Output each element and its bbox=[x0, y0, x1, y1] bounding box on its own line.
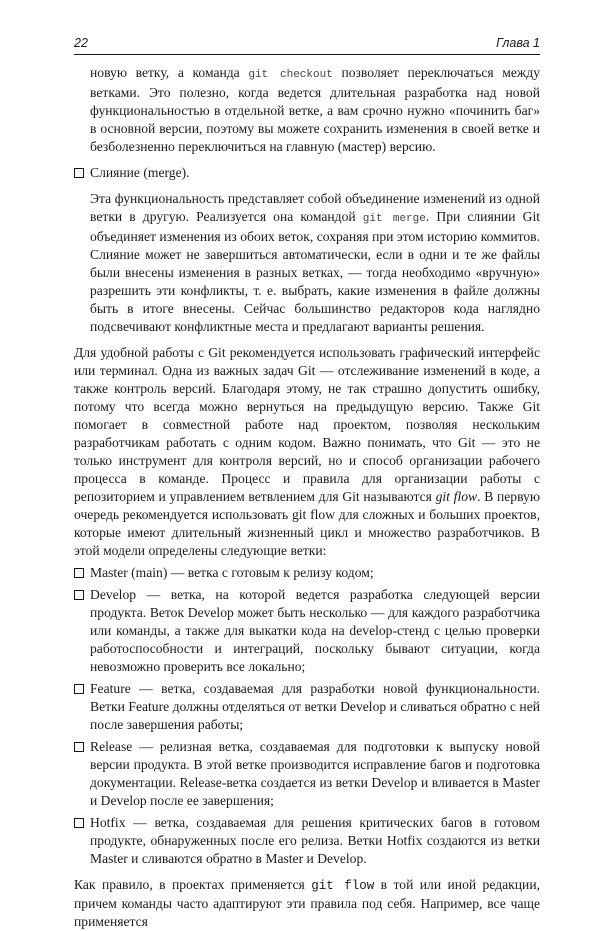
text-run: Как правило, в проектах применяется bbox=[74, 877, 312, 892]
text-run: . В первую очередь рекомендуется использовать git flow для сложных и больших проектов, которые имеют длительный жизненный цикл и множество разработчиков. В этой модели определены следующие ветки: bbox=[74, 489, 541, 558]
git-flow-paragraph bbox=[74, 344, 540, 560]
checkbox-bullet-icon bbox=[74, 818, 84, 828]
checkbox-bullet-icon bbox=[74, 168, 84, 178]
branch-item-text: Release — релизная ветка, создаваемая для подготовки к выпуску новой версии продукта. В этой ветке производится исправление багов и подготовка документации. Release-ветка создается из ветки Develop и вливается в Master и Develop после ее завершения; bbox=[90, 739, 540, 808]
text-run: позволяет переключаться между ветками. Это полезно, когда ведется длительная разработка над новой функциональностью в отдельной ветке, а вам срочно нужно «починить баг» в основной версии, поэтому вы можете сохранить изменения в своей ветке и безболезненно переключиться на главную (мастер) версию. bbox=[90, 65, 540, 154]
checkbox-bullet-icon bbox=[74, 742, 84, 752]
branch-item-release bbox=[74, 738, 540, 810]
branch-item-text: Master (main) — ветка с готовым к релизу кодом; bbox=[90, 565, 374, 580]
page-body bbox=[74, 64, 540, 931]
branch-item-hotfix bbox=[74, 814, 540, 868]
chapter-title: Глава 1 bbox=[496, 36, 540, 50]
inline-code-git-flow: git flow bbox=[311, 879, 375, 893]
checkbox-bullet-icon bbox=[74, 590, 84, 600]
text-run: Эта функциональность представляет собой объединение изменений из одной ветки в другую. Реализуется она командой bbox=[90, 191, 540, 224]
inline-code-git-checkout: git checkout bbox=[248, 69, 333, 81]
inline-code-git-merge: git merge bbox=[362, 213, 426, 225]
branch-item-feature bbox=[74, 680, 540, 734]
final-paragraph bbox=[74, 876, 540, 931]
text-run: в той или иной редакции, причем команды часто адаптируют эти правила под себя. Например, все чаще применяется bbox=[74, 877, 540, 929]
merge-list-item bbox=[74, 164, 540, 182]
text-run: Для удобной работы с Git рекомендуется использовать графический интерфейс или терминал. Одна из важных задач Git — отслеживание изменений в коде, а также контроль версий. Благодаря этому, не так страшно допустить ошибку, потому что всегда можно вернуться на предыдущую версию. Также Git помогает в совместной работе над проектом, позволяя нескольким разработчикам работать с одним кодом. Важно понимать, что Git — это не только инструмент для контроля версий, но и способ организации рабочего процесса в команде. Процесс и правила для организации работы с репозиторием и управлением ветвлением для Git называются bbox=[74, 345, 540, 504]
branch-item-text: Feature — ветка, создаваемая для разработки новой функциональности. Ветки Feature должны отделяться от ветки Develop и сливаться обратно с ней после завершения работы; bbox=[90, 681, 540, 732]
branch-item-text: Develop — ветка, на которой ведется разработка следующей версии продукта. Веток Develop может быть несколько — для каждого разработчика или команды, а также для выкатки кода на develop-стенд с целью проверки работоспособности и интеграций, поскольку бывают ситуации, когда невозможно проверить все локально; bbox=[90, 587, 540, 674]
page-number: 22 bbox=[74, 36, 88, 50]
branch-item-text: Hotfix — ветка, создаваемая для решения критических багов в готовом продукте, обнаруженных после его релиза. Ветки Hotfix создаются из ветки Master и сливаются обратно в Master и Develop. bbox=[90, 815, 540, 866]
text-run: новую ветку, а команда bbox=[90, 65, 249, 80]
page-header bbox=[74, 34, 540, 55]
merge-title: Слияние (merge). bbox=[90, 165, 190, 180]
text-run: . При слиянии Git объединяет изменения из обоих веток, сохраняя при этом историю коммитов. Слияние может не завершиться автоматически, если в одни и те же файлы были внесены изменения в разных ветках, — тогда необходимо «вручную» разрешить эти конфликты, т. е. выбрать, какие изменения в файле должны быть в итоге внесены. Сейчас большинство редакторов кода наглядно подсвечивают конфликтные места и предлагают варианты решения. bbox=[90, 209, 540, 334]
branch-item-develop bbox=[74, 586, 540, 676]
merge-paragraph bbox=[90, 190, 540, 336]
git-flow-term: git flow bbox=[435, 489, 478, 504]
checkbox-bullet-icon bbox=[74, 684, 84, 694]
checkout-paragraph bbox=[90, 64, 540, 156]
branch-item-master bbox=[74, 564, 540, 582]
checkbox-bullet-icon bbox=[74, 568, 84, 578]
